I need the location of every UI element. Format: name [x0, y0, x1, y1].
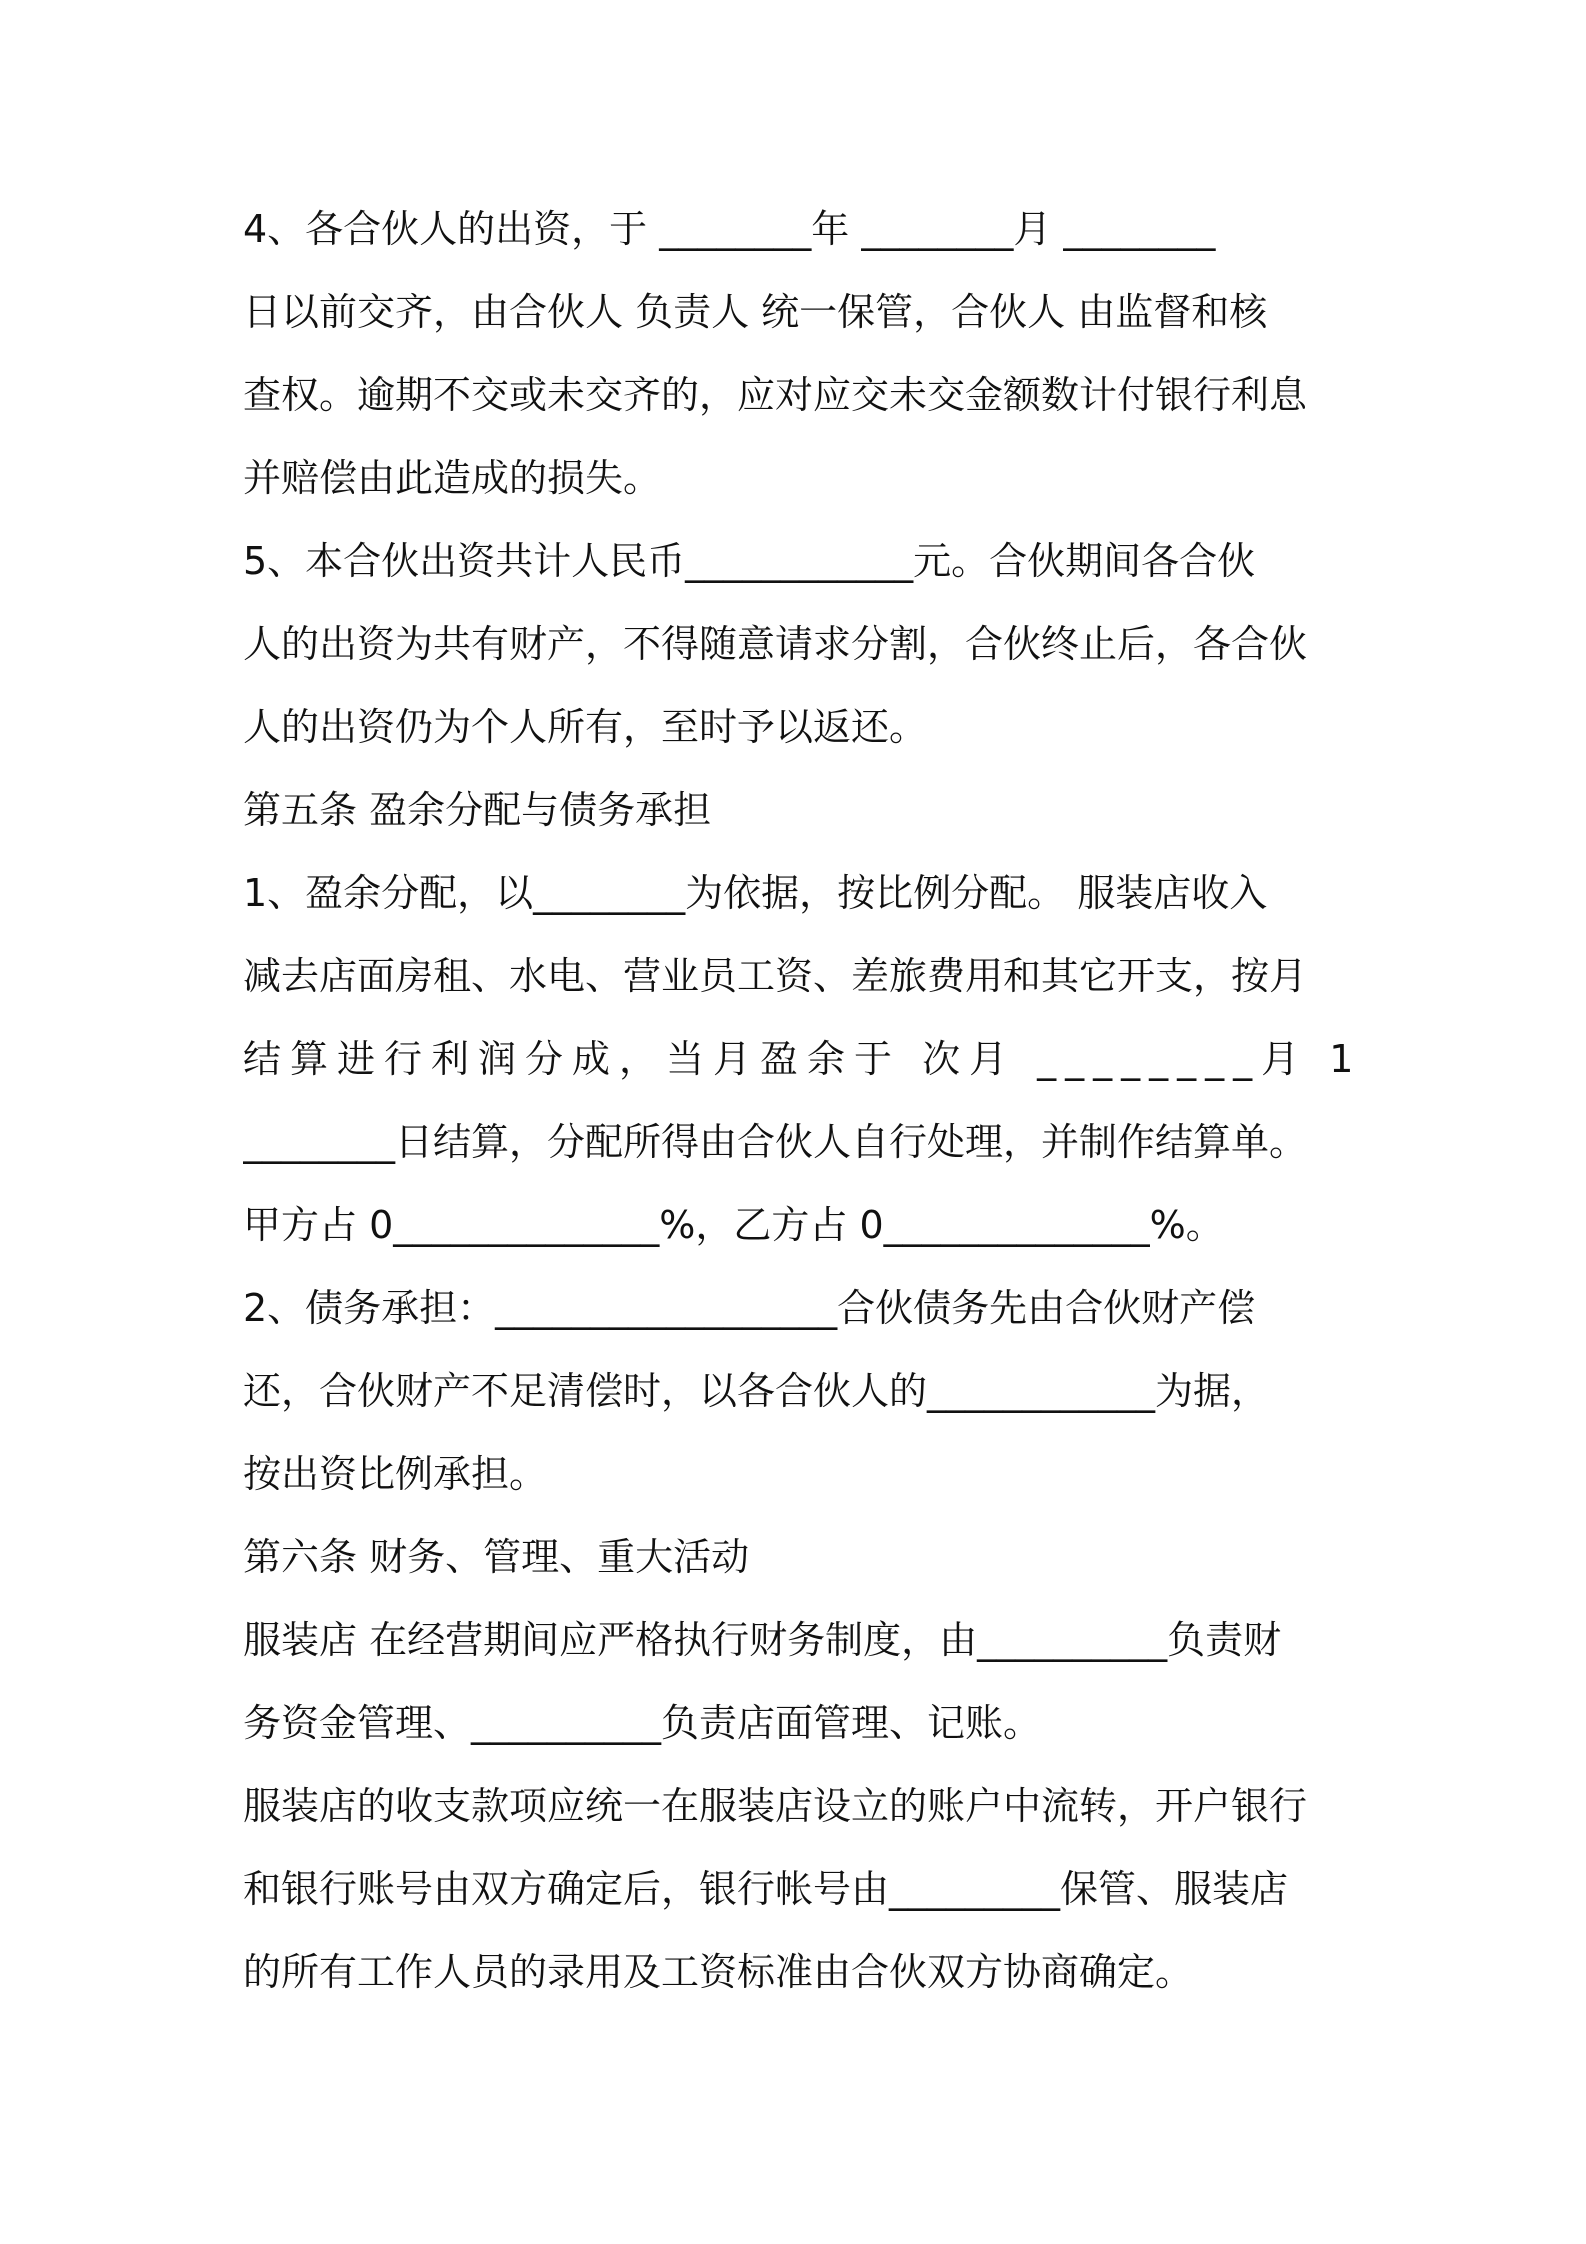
article-5-item-2-line-2: 还，合伙财产不足清偿时，以各合伙人的____________为据， — [243, 1369, 1270, 1413]
article-6-para-2-line-2: 和银行账号由双方确定后，银行帐号由_________保管、服装店 — [243, 1867, 1289, 1911]
article-5-item-2-line-3: 按出资比例承担。 — [243, 1452, 548, 1496]
article-5-item-2-line-1: 2、债务承担：__________________合伙债务先由合伙财产偿 — [243, 1286, 1256, 1330]
article-5-item-1-line-4: ________日结算，分配所得由合伙人自行处理，并制作结算单。 — [243, 1120, 1308, 1164]
clause-4-line-3: 查权。逾期不交或未交齐的，应对应交未交金额数计付银行利息 — [243, 373, 1308, 417]
clause-4-line-2: 日以前交齐，由合伙人 负责人 统一保管，合伙人 由监督和核 — [243, 290, 1268, 334]
article-6-para-1-line-1: 服装店 在经营期间应严格执行财务制度，由__________负责财 — [243, 1618, 1282, 1662]
clause-5-line-1: 5、本合伙出资共计人民币____________元。合伙期间各合伙 — [243, 539, 1256, 583]
article-6-para-2-line-3: 的所有工作人员的录用及工资标准由合伙双方协商确定。 — [243, 1950, 1194, 1994]
article-6-para-1-line-2: 务资金管理、__________负责店面管理、记账。 — [243, 1701, 1042, 1745]
clause-4-line-4: 并赔偿由此造成的损失。 — [243, 456, 662, 500]
clause-4-line-1: 4、各合伙人的出资，于 ________年 ________月 ________ — [243, 207, 1216, 251]
article-6-para-2-line-1: 服装店的收支款项应统一在服装店设立的账户中流转，开户银行 — [243, 1784, 1308, 1828]
article-6-heading: 第六条 财务、管理、重大活动 — [243, 1535, 750, 1579]
article-5-item-1-line-5: 甲方占 0______________%，乙方占 0______________%。 — [243, 1203, 1224, 1247]
article-5-item-1-line-3: 结算进行利润分成，当月盈余于 次月 ________月 1 — [243, 1037, 1363, 1081]
article-5-heading: 第五条 盈余分配与债务承担 — [243, 788, 712, 832]
clause-5-line-3: 人的出资仍为个人所有，至时予以返还。 — [243, 705, 928, 749]
article-5-item-1-line-2: 减去店面房租、水电、营业员工资、差旅费用和其它开支，按月 — [243, 954, 1308, 998]
article-5-item-1-line-1: 1、盈余分配，以________为依据，按比例分配。 服装店收入 — [243, 871, 1268, 915]
clause-5-line-2: 人的出资为共有财产，不得随意请求分割，合伙终止后，各合伙 — [243, 622, 1308, 666]
